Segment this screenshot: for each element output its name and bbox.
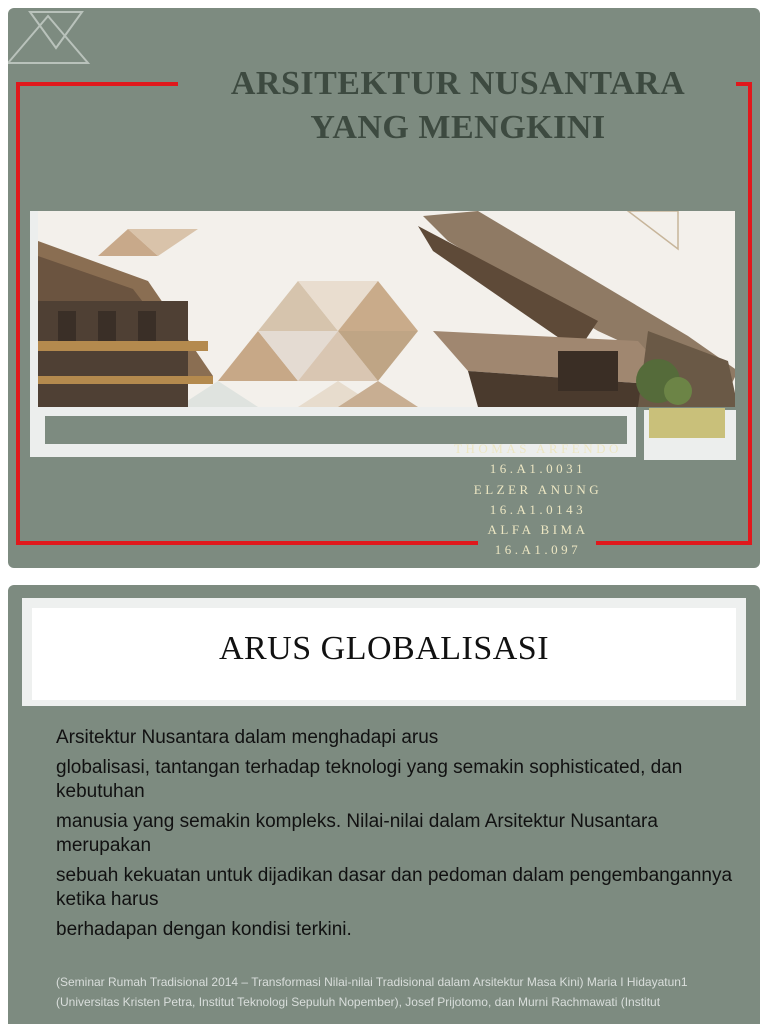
citation bbox=[56, 974, 726, 1014]
body-paragraph: manusia yang semakin kompleks. Nilai-nilai dalam Arsitektur Nusantara merupakan bbox=[56, 811, 658, 856]
author-id: 16.A1.0031 bbox=[489, 461, 587, 477]
title-slide bbox=[8, 8, 760, 568]
author-list bbox=[438, 439, 638, 561]
citation-line: (Universitas Kristen Petra, Institut Teknologi Sepuluh Nopember), Josef Prijotomo, dan Murni Rachmawati (Institut bbox=[56, 995, 661, 1009]
body-text bbox=[56, 726, 736, 948]
title-line-2: YANG MENGKINI bbox=[310, 109, 606, 146]
body-paragraph: berhadapan dengan kondisi terkini. bbox=[56, 919, 352, 940]
author-id: 16.A1.097 bbox=[494, 542, 582, 558]
author-name: ALFA BIMA bbox=[487, 522, 589, 538]
gold-accent-block bbox=[649, 408, 725, 438]
body-paragraph: globalisasi, tantangan terhadap teknologi yang semakin sophisticated, dan kebutuhan bbox=[56, 757, 683, 802]
author-name: THOMAS ARFENDO bbox=[454, 441, 622, 456]
frame-left bbox=[16, 82, 20, 545]
content-slide bbox=[8, 585, 760, 1024]
body-paragraph: Arsitektur Nusantara dalam menghadapi arus bbox=[56, 727, 439, 748]
author-name: ELZER ANUNG bbox=[473, 481, 603, 497]
body-paragraph: sebuah kekuatan untuk dijadikan dasar dan pedoman dalam pengembangannya ketika harus bbox=[56, 865, 733, 910]
architecture-collage-image bbox=[38, 211, 735, 407]
triangle-decoration-icon bbox=[8, 8, 98, 68]
frame-bottom-left bbox=[16, 541, 478, 545]
author-id: 16.A1.0143 bbox=[489, 501, 587, 517]
title-line-1: ARSITEKTUR NUSANTARA bbox=[230, 65, 686, 102]
section-title: ARUS GLOBALISASI bbox=[218, 630, 550, 667]
frame-right bbox=[748, 82, 752, 545]
citation-line: (Seminar Rumah Tradisional 2014 – Transformasi Nilai-nilai Tradisional dalam Arsitektur Masa Kini) Maria I Hidayatun1 bbox=[56, 975, 688, 989]
slide-title bbox=[168, 62, 748, 150]
frame-top-left bbox=[16, 82, 178, 86]
